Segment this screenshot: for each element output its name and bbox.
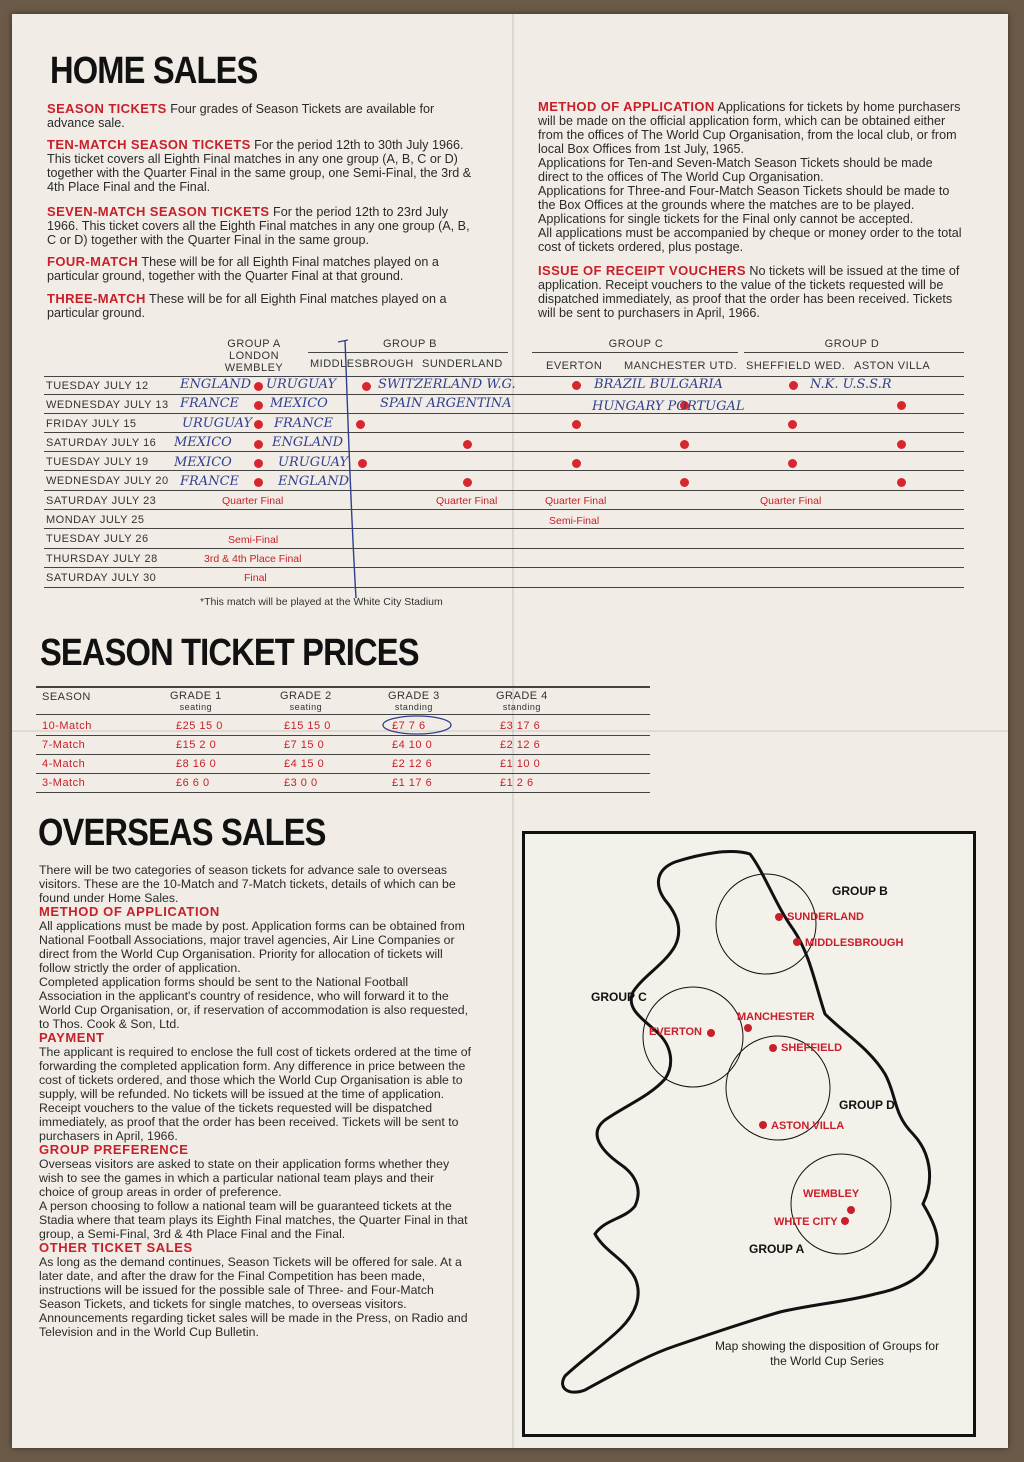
group-preference-text-2: A person choosing to follow a national team will be guaranteed tickets at the Stadia where that team plays its Eighth Final matches, the Quarter Final in that group, a Semi-Final, 3rd & 4th Place Final and the Final. bbox=[39, 1199, 468, 1241]
handwritten-note: FRANCE bbox=[274, 416, 334, 431]
map-group-d: GROUP D bbox=[839, 1098, 895, 1112]
city-sunderland: SUNDERLAND bbox=[787, 911, 864, 923]
grade-name: GRADE 2 bbox=[280, 690, 332, 702]
match-dot bbox=[254, 459, 263, 468]
row-rule bbox=[44, 587, 964, 588]
method-text: Applications for tickets by home purchasers will be made on the official application form, which can be obtained either from the offices of The World Cup Organisation, from the local club, or from local Box Offices from 1st July, 1965. bbox=[538, 100, 961, 156]
season-name: 4-Match bbox=[42, 758, 86, 770]
row-rule bbox=[44, 394, 964, 395]
price-cell: £15 2 0 bbox=[176, 739, 217, 751]
price-row-rule bbox=[36, 735, 650, 736]
handwritten-note: SPAIN ARGENTINA bbox=[380, 396, 512, 411]
other-ticket-sales-text: As long as the demand continues, Season Tickets will be offered for sale. At a later date, and after the draw for the Final Competition has been made, instructions will be issued for the possible sale of Three- and Four-Match Season Tickets, and tickets for single matches, to overseas visitors. bbox=[39, 1255, 462, 1311]
group-b-name: GROUP B bbox=[382, 338, 438, 350]
row-rule bbox=[44, 567, 964, 568]
price-cell: £4 10 0 bbox=[392, 739, 433, 751]
row-rule bbox=[44, 509, 964, 510]
receipt-vouchers-para bbox=[538, 264, 963, 320]
price-cell: £7 15 0 bbox=[284, 739, 325, 751]
final: Final bbox=[244, 572, 267, 584]
match-dot bbox=[254, 401, 263, 410]
group-c-venue-2: MANCHESTER UTD. bbox=[624, 360, 738, 372]
row-rule bbox=[44, 413, 964, 414]
grade-type: standing bbox=[394, 702, 433, 712]
price-cell: £2 12 6 bbox=[392, 758, 433, 770]
method-of-application-para bbox=[538, 100, 963, 254]
match-dot bbox=[254, 420, 263, 429]
day-label: SATURDAY JULY 23 bbox=[46, 495, 157, 507]
quarter-final-a: Quarter Final bbox=[222, 495, 284, 507]
match-dot bbox=[463, 440, 472, 449]
price-cell: £7 7 6 bbox=[392, 720, 426, 732]
city-sheffield: SHEFFIELD bbox=[781, 1042, 843, 1054]
price-cell: £25 15 0 bbox=[176, 720, 223, 732]
overseas-sales-title: OVERSEAS SALES bbox=[38, 812, 326, 854]
ten-match-text: For the period 12th to 30th July 1966. This ticket covers all Eighth Final matches in any one group (A, B, C or D) together with the Quarter Final in the same group, one Semi-Final, the 3rd & 4th Place Final and the Final. bbox=[47, 138, 472, 194]
match-dot bbox=[572, 420, 581, 429]
four-match-label: FOUR-MATCH bbox=[47, 254, 139, 269]
day-label: MONDAY JULY 25 bbox=[46, 514, 145, 526]
season-tickets-text: Four grades of Season Tickets are available for advance sale. bbox=[47, 102, 435, 130]
match-dot bbox=[254, 440, 263, 449]
handwritten-note: FRANCE bbox=[180, 474, 240, 489]
match-dot bbox=[680, 478, 689, 487]
group-preference-label: GROUP PREFERENCE bbox=[39, 1142, 189, 1157]
four-match-para bbox=[47, 255, 472, 283]
seven-match-para bbox=[47, 205, 472, 247]
match-dot bbox=[788, 420, 797, 429]
group-d-venue-2: ASTON VILLA bbox=[854, 360, 931, 372]
day-label: WEDNESDAY JULY 13 bbox=[46, 399, 169, 411]
semi-final-a: Semi-Final bbox=[228, 534, 279, 546]
grade-name: GRADE 3 bbox=[388, 690, 440, 702]
price-cell: £1 17 6 bbox=[392, 777, 433, 789]
handwritten-note: ENGLAND bbox=[272, 435, 344, 450]
three-match-label: THREE-MATCH bbox=[47, 291, 146, 306]
receipt-text: No tickets will be issued at the time of application. Receipt vouchers to the value of the tickets requested will be dispatched immediately, as proof that the order has been received. Tickets will be sent to purchasers in April, 1966. bbox=[538, 264, 960, 320]
other-ticket-sales-label: OTHER TICKET SALES bbox=[39, 1240, 193, 1255]
seven-match-text: For the period 12th to 23rd July 1966. This ticket covers all the Eighth Final matches in any one group (A, B, C or D) together with the Quarter Final in the same group. bbox=[47, 205, 470, 247]
ten-match-para bbox=[47, 138, 472, 194]
day-label: FRIDAY JULY 15 bbox=[46, 418, 137, 430]
day-label: TUESDAY JULY 12 bbox=[46, 380, 149, 392]
day-label: SATURDAY JULY 30 bbox=[46, 572, 157, 584]
method-text-3: Applications for Three-and Four-Match Season Tickets should be made to the Box Offices at the grounds where the matches are to be played. bbox=[538, 184, 950, 212]
price-cell: £1 2 6 bbox=[500, 777, 534, 789]
groups-map bbox=[522, 831, 976, 1437]
group-b-venue-2: SUNDERLAND bbox=[422, 358, 503, 370]
price-cell: £3 0 0 bbox=[284, 777, 318, 789]
group-d-bracket bbox=[744, 352, 964, 353]
quarter-final-b: Quarter Final bbox=[436, 495, 498, 507]
quarter-final-d: Quarter Final bbox=[760, 495, 822, 507]
price-cell: £2 12 6 bbox=[500, 739, 541, 751]
group-c-bracket bbox=[532, 352, 738, 353]
price-cell: £4 15 0 bbox=[284, 758, 325, 770]
price-cell: £1 10 0 bbox=[500, 758, 541, 770]
season-name: 3-Match bbox=[42, 777, 86, 789]
overseas-body bbox=[39, 863, 471, 1339]
row-rule bbox=[44, 490, 964, 491]
home-sales-title: HOME SALES bbox=[50, 50, 258, 92]
grade-type: standing bbox=[502, 702, 541, 712]
day-label: TUESDAY JULY 26 bbox=[46, 533, 149, 545]
handwritten-note: ENGLAND bbox=[278, 474, 350, 489]
method-text-4: Applications for single tickets for the Final only cannot be accepted. bbox=[538, 212, 914, 226]
group-preference-text: Overseas visitors are asked to state on their application forms whether they wish to see the games in which a particular national team plays and their choice of group areas in order of preference. bbox=[39, 1157, 450, 1199]
season-tickets-para bbox=[47, 102, 472, 130]
handwritten-note: MEXICO bbox=[270, 396, 328, 411]
match-dot bbox=[572, 459, 581, 468]
handwritten-note: N.K. U.S.S.R bbox=[810, 377, 892, 392]
group-b-venue-1: MIDDLESBROUGH bbox=[310, 358, 414, 370]
group-c-name: GROUP C bbox=[608, 338, 664, 350]
match-dot bbox=[897, 401, 906, 410]
overseas-method-2: Completed application forms should be sent to the National Football Association in the applicant's country of residence, who will forward it to the World Cup Organisation, or, if reservation of accommodation is also requested, to Thos. Cook & Son, Ltd. bbox=[39, 975, 469, 1031]
overseas-intro: There will be two categories of season tickets for advance sale to overseas visitors. These are the 10-Match and 7-Match tickets, details of which can be found under Home Sales. bbox=[39, 863, 456, 905]
handwritten-note: URUGUAY bbox=[182, 416, 253, 431]
method-text-5: All applications must be accompanied by cheque or money order to the total cost of tickets ordered, plus postage. bbox=[538, 226, 962, 254]
grade-1-header bbox=[170, 690, 222, 712]
row-rule bbox=[44, 451, 964, 452]
group-d-name: GROUP D bbox=[824, 338, 880, 350]
group-a-venue-2: WEMBLEY bbox=[224, 362, 284, 374]
group-a-header bbox=[222, 338, 286, 374]
group-a-name: GROUP A bbox=[227, 338, 281, 350]
price-cell: £6 6 0 bbox=[176, 777, 210, 789]
season-tickets-label: SEASON TICKETS bbox=[47, 101, 167, 116]
match-dot bbox=[463, 478, 472, 487]
group-a-venue-1: LONDON bbox=[228, 350, 280, 362]
pen-stroke bbox=[330, 336, 370, 606]
row-rule bbox=[44, 528, 964, 529]
payment-text: The applicant is required to enclose the full cost of tickets ordered at the time of forwarding the completed application form. Any difference in price between the cost of tickets ordered, and those which the World Cup Organisation is able to supply, will be refunded. No tickets will be issued at the time of application. Receipt vouchers to the value of the tickets requested will be dispatched immediately, as proof that the order has been received. Tickets will be sent to purchasers in April, 1966. bbox=[39, 1045, 471, 1143]
grade-name: GRADE 4 bbox=[496, 690, 548, 702]
third-place-final: 3rd & 4th Place Final bbox=[204, 553, 302, 565]
season-name: 10-Match bbox=[42, 720, 92, 732]
map-group-c: GROUP C bbox=[591, 990, 647, 1004]
day-label: SATURDAY JULY 16 bbox=[46, 437, 157, 449]
match-dot bbox=[680, 440, 689, 449]
map-caption: Map showing the disposition of Groups for the World Cup Series bbox=[714, 1339, 940, 1368]
receipt-label: ISSUE OF RECEIPT VOUCHERS bbox=[538, 263, 746, 278]
price-cell: £3 17 6 bbox=[500, 720, 541, 732]
season-ticket-prices-title: SEASON TICKET PRICES bbox=[40, 632, 419, 674]
city-white-city: WHITE CITY bbox=[774, 1216, 838, 1228]
handwritten-note: URUGUAY bbox=[278, 455, 349, 470]
prices-top-rule bbox=[36, 686, 650, 688]
match-dot bbox=[572, 381, 581, 390]
match-dot bbox=[897, 440, 906, 449]
handwritten-note: FRANCE bbox=[180, 396, 240, 411]
grade-type: seating bbox=[289, 702, 323, 712]
grade-3-header bbox=[388, 690, 440, 712]
method-label: METHOD OF APPLICATION bbox=[538, 99, 715, 114]
three-match-text: These will be for all Eighth Final matches played on a particular ground. bbox=[47, 292, 447, 320]
map-group-a: GROUP A bbox=[749, 1242, 805, 1256]
four-match-text: These will be for all Eighth Final matches played on a particular ground, together with the Quarter Final at that ground. bbox=[47, 255, 439, 283]
row-rule bbox=[44, 548, 964, 549]
handwritten-note: URUGUAY bbox=[266, 377, 337, 392]
grade-name: GRADE 1 bbox=[170, 690, 222, 702]
city-middlesbrough: MIDDLESBROUGH bbox=[805, 937, 904, 949]
group-d-venue-1: SHEFFIELD WED. bbox=[746, 360, 846, 372]
price-cell: £15 15 0 bbox=[284, 720, 331, 732]
handwritten-note: BRAZIL BULGARIA bbox=[594, 377, 723, 392]
day-label: THURSDAY JULY 28 bbox=[46, 553, 158, 565]
price-row-rule bbox=[36, 773, 650, 774]
match-dot bbox=[254, 478, 263, 487]
overseas-method-label: METHOD OF APPLICATION bbox=[39, 904, 220, 919]
payment-label: PAYMENT bbox=[39, 1030, 105, 1045]
city-wembley: WEMBLEY bbox=[803, 1188, 860, 1200]
grade-type: seating bbox=[179, 702, 213, 712]
white-city-footnote: *This match will be played at the White City Stadium bbox=[200, 596, 443, 608]
overseas-method: All applications must be made by post. Application forms can be obtained from National Football Associations, major travel agencies, Air Line Companies or direct from the World Cup Organisation. Priority for allocation of tickets will follow strictly the order of application. bbox=[39, 919, 465, 975]
semi-final-c: Semi-Final bbox=[549, 515, 600, 527]
match-dot bbox=[897, 478, 906, 487]
handwritten-note: MEXICO bbox=[174, 435, 232, 450]
ten-match-label: TEN-MATCH SEASON TICKETS bbox=[47, 137, 251, 152]
row-rule bbox=[44, 432, 964, 433]
city-aston-villa: ASTON VILLA bbox=[771, 1120, 845, 1132]
handwritten-note: SWITZERLAND W.G. bbox=[378, 377, 516, 392]
seven-match-label: SEVEN-MATCH SEASON TICKETS bbox=[47, 204, 270, 219]
handwritten-note: ENGLAND bbox=[180, 377, 252, 392]
quarter-final-c: Quarter Final bbox=[545, 495, 607, 507]
match-dot bbox=[788, 459, 797, 468]
row-rule bbox=[44, 470, 964, 471]
grade-2-header bbox=[280, 690, 332, 712]
day-label: WEDNESDAY JULY 20 bbox=[46, 475, 169, 487]
price-row-rule bbox=[36, 754, 650, 755]
price-cell: £8 16 0 bbox=[176, 758, 217, 770]
city-manchester: MANCHESTER bbox=[737, 1011, 815, 1023]
day-label: TUESDAY JULY 19 bbox=[46, 456, 149, 468]
match-dot bbox=[789, 381, 798, 390]
price-row-rule bbox=[36, 792, 650, 793]
group-c-venue-1: EVERTON bbox=[546, 360, 603, 372]
other-ticket-sales-text-2: Announcements regarding ticket sales will be made in the Press, on Radio and Television and in the World Cup Bulletin. bbox=[39, 1311, 468, 1339]
city-everton: EVERTON bbox=[649, 1026, 702, 1038]
map-group-b: GROUP B bbox=[832, 884, 888, 898]
season-header: SEASON bbox=[42, 691, 91, 703]
match-dot bbox=[254, 382, 263, 391]
grade-4-header bbox=[496, 690, 548, 712]
handwritten-note: MEXICO bbox=[174, 455, 232, 470]
season-name: 7-Match bbox=[42, 739, 86, 751]
method-text-2: Applications for Ten-and Seven-Match Season Tickets should be made direct to the offices of The World Cup Organisation. bbox=[538, 156, 933, 184]
pen-circle bbox=[380, 713, 454, 737]
three-match-para bbox=[47, 292, 472, 320]
handwritten-note: HUNGARY PORTUGAL bbox=[592, 399, 745, 414]
prices-header-rule bbox=[36, 714, 650, 715]
